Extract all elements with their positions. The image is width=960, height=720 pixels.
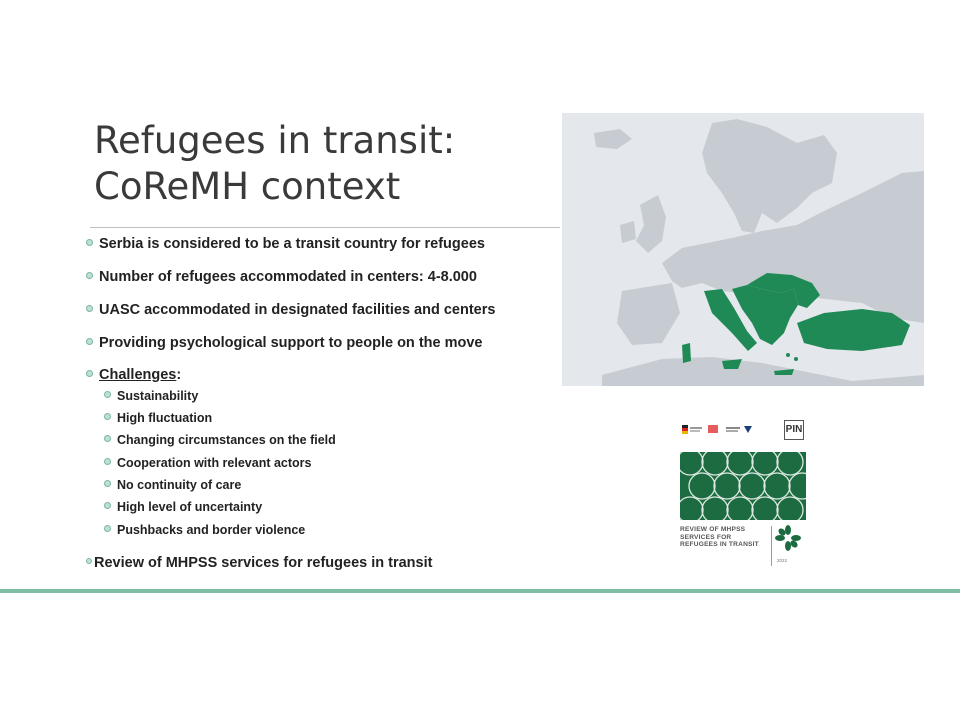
report-pattern-graphic [680,452,806,520]
flower-emblem-icon [775,524,801,554]
bullet-item [86,302,495,318]
report-cover-pattern [680,452,806,520]
sub-bullet-text: No continuity of care [117,478,242,492]
report-divider [771,526,772,566]
sub-bullet-item [104,500,262,514]
bullet-marker [104,525,111,532]
bullet-item [86,269,477,285]
sub-bullet-item [104,456,311,470]
slide-title [94,118,554,210]
bullet-text: Providing psychological support to people on the move [99,335,483,351]
challenges-label: Challenges [99,367,177,383]
bullet-item [86,335,482,351]
bullet-marker [86,239,93,246]
sub-bullet-text: Sustainability [117,389,199,403]
sub-bullet-text: Cooperation with relevant actors [117,456,312,470]
report-year: 2022 [777,558,788,563]
bullet-item-review [86,555,432,571]
bullet-text: Number of refugees accommodated in centers: 4-8.000 [99,269,477,285]
pin-logo: PIN [784,420,804,440]
partner-logos [682,420,804,440]
bullet-marker [104,391,111,398]
report-cover-footer [680,520,806,570]
bullet-text: Review of MHPSS services for refugees in transit [94,555,433,571]
europe-map-graphic [562,113,924,386]
partner-logo-strip [682,422,752,436]
challenges-colon: : [176,367,182,383]
sub-bullet-item [104,478,241,492]
sub-bullet-text: High fluctuation [117,411,213,425]
title-divider [90,227,560,228]
bullet-marker [104,435,111,442]
bullet-marker [86,272,93,279]
bullet-marker [104,480,111,487]
bullet-marker [104,458,111,465]
bullet-text: Serbia is considered to be a transit country for refugees [99,236,485,252]
bullet-marker [104,413,111,420]
bullet-marker [86,558,92,564]
slide-title-line2: CoReMH context [94,165,401,208]
report-cover-card [680,452,806,570]
bullet-marker [86,370,93,377]
sub-bullet-text: Pushbacks and border violence [117,523,306,537]
bullet-marker [86,305,93,312]
bullet-item-challenges [86,367,181,383]
slide-title-line1: Refugees in transit: [94,119,456,162]
bullet-marker [104,502,111,509]
europe-map [562,113,924,386]
sub-bullet-text: Changing circumstances on the field [117,433,336,447]
sub-bullet-item [104,523,305,537]
sub-bullet-item [104,389,198,403]
bottom-accent-band [0,589,960,593]
bullet-item [86,236,485,252]
bullet-text: UASC accommodated in designated facilities and centers [99,302,496,318]
sub-bullet-item [104,411,212,425]
sub-bullet-item [104,433,336,447]
report-title: REVIEW OF MHPSS SERVICES FOR REFUGEES IN TRANSIT [680,526,759,548]
bullet-marker [86,338,93,345]
sub-bullet-text: High level of uncertainty [117,500,263,514]
